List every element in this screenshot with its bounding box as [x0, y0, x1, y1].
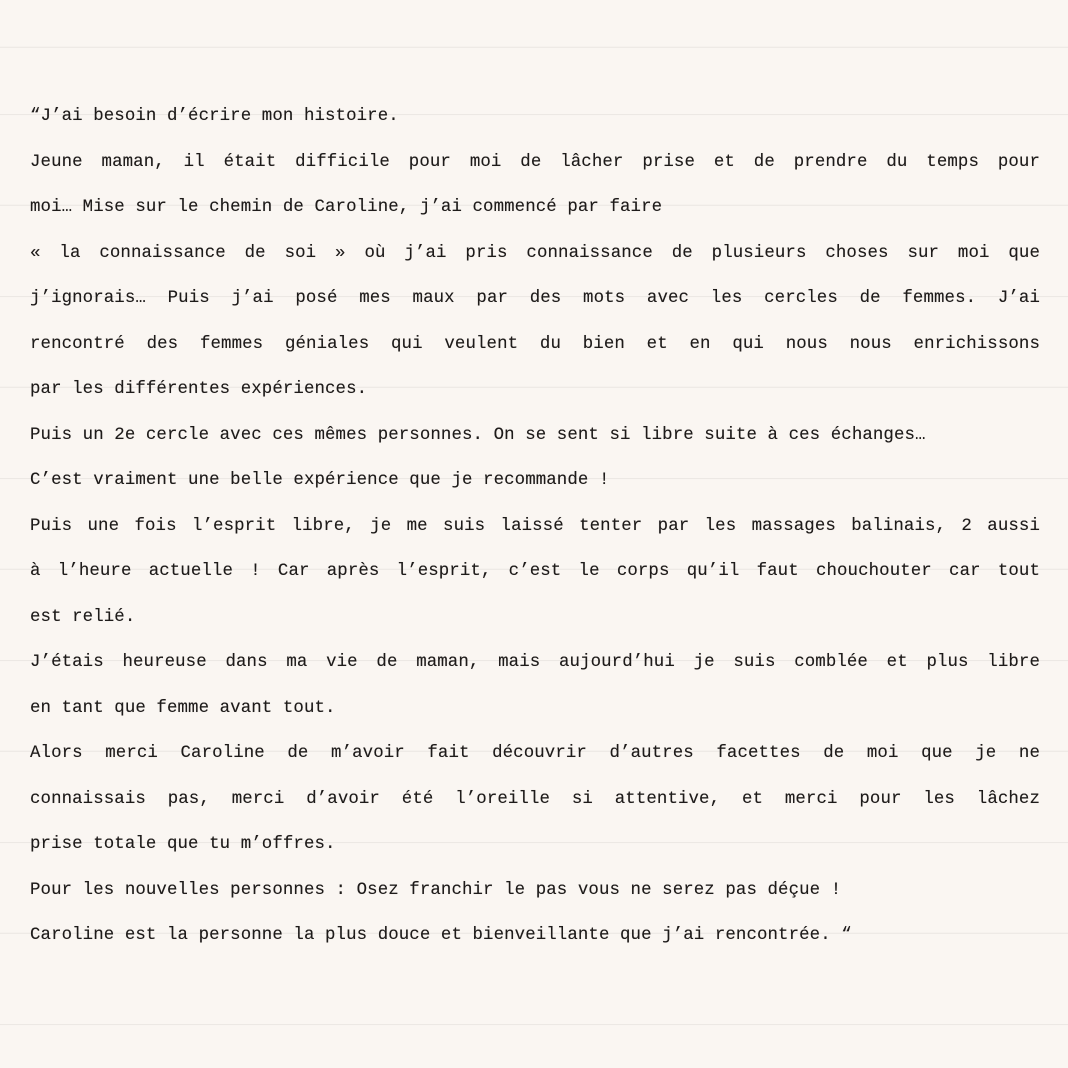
- testimonial-line: par les différentes expériences.: [30, 380, 368, 399]
- testimonial-line: prise totale que tu m’offres.: [30, 835, 336, 854]
- testimonial-line: Caroline est la personne la plus douce et bienveillante que j’ai rencontrée. “: [30, 926, 852, 945]
- testimonial-line: rencontré des femmes géniales qui veulent du bien et en qui nous nous enrichissons: [30, 334, 1040, 354]
- testimonial-line: C’est vraiment une belle expérience que je recommande !: [30, 471, 610, 490]
- testimonial-line: connaissais pas, merci d’avoir été l’oreille si attentive, et merci pour les lâchez: [30, 789, 1040, 809]
- testimonial-line: J’étais heureuse dans ma vie de maman, mais aujourd’hui je suis comblée et plus libre: [30, 653, 1040, 672]
- testimonial-line: en tant que femme avant tout.: [30, 698, 336, 718]
- testimonial-line: j’ignorais… Puis j’ai posé mes maux par des mots avec les cercles de femmes. J’ai: [30, 289, 1040, 308]
- testimonial-line: Puis une fois l’esprit libre, je me suis laissé tenter par les massages balinais, 2 aussi: [30, 516, 1040, 536]
- testimonial-line: « la connaissance de soi » où j’ai pris connaissance de plusieurs choses sur moi que: [30, 243, 1040, 263]
- testimonial-line: à l’heure actuelle ! Car après l’esprit, c’est le corps qu’il faut chouchouter car tout: [30, 562, 1040, 581]
- testimonial-line: Jeune maman, il était difficile pour moi de lâcher prise et de prendre du temps pour: [30, 152, 1040, 172]
- testimonial-line: Alors merci Caroline de m’avoir fait découvrir d’autres facettes de moi que je ne: [30, 744, 1040, 763]
- testimonial-line: Puis un 2e cercle avec ces mêmes personnes. On se sent si libre suite à ces échanges…: [30, 425, 926, 445]
- testimonial-line: moi… Mise sur le chemin de Caroline, j’ai commencé par faire: [30, 198, 663, 217]
- testimonial-line: “J’ai besoin d’écrire mon histoire.: [30, 107, 399, 126]
- testimonial-line: est relié.: [30, 607, 136, 627]
- testimonial-text: [30, 94, 1040, 959]
- testimonial-line: Pour les nouvelles personnes : Osez franchir le pas vous ne serez pas déçue !: [30, 880, 842, 900]
